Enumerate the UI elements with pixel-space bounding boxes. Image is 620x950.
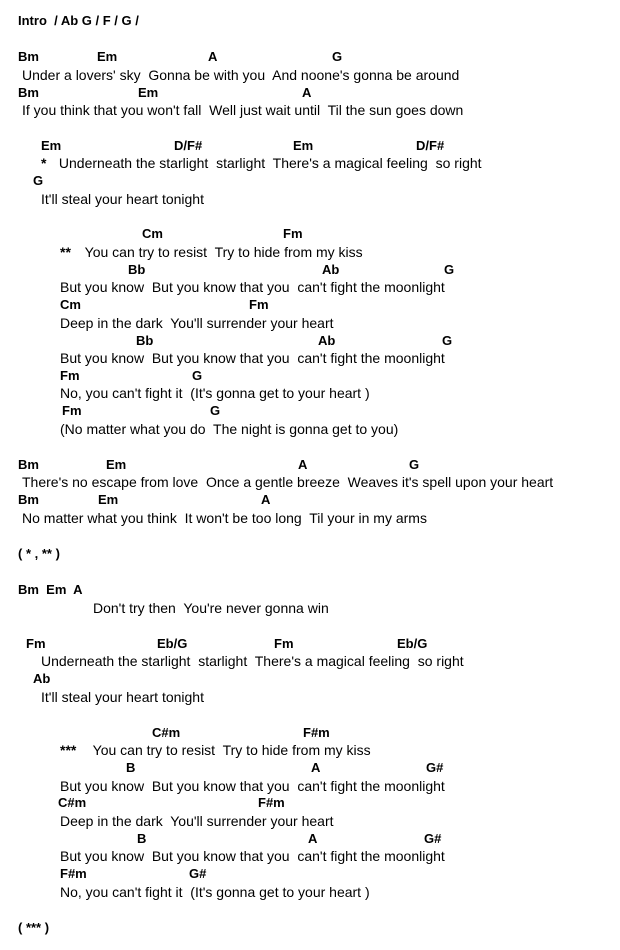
chord-label: Cm [60, 297, 81, 312]
lyric-line: There's no escape from love Once a gentle breeze Weaves it's spell upon your heart [22, 474, 554, 490]
chord-label: Em [97, 49, 118, 64]
chord-label: B [126, 760, 136, 775]
chord-label: Em [106, 457, 127, 472]
lyric-line: You can try to resist Try to hide from my kiss [81, 244, 363, 260]
chord-label: Bm [18, 49, 39, 64]
lyric-line: Under a lovers' sky Gonna be with you And noone's gonna be around [22, 67, 460, 83]
chord-label: Fm [60, 368, 80, 383]
chord-label: D/F# [416, 138, 445, 153]
lyric-line: Don't try then You're never gonna win [93, 600, 329, 616]
lyric-line: No, you can't fight it (It's gonna get to your heart ) [60, 884, 370, 900]
chord-label: Em [98, 492, 119, 507]
chord-label: F#m [60, 866, 87, 881]
lyric-line: It'll steal your heart tonight [41, 689, 204, 705]
chord-label: Eb/G [157, 636, 188, 651]
chord-label: G [332, 49, 343, 64]
chord-label: Bb [128, 262, 146, 277]
chord-label: G# [424, 831, 442, 846]
chord-label: D/F# [174, 138, 203, 153]
lyric-line: But you know But you know that you can't fight the moonlight [60, 279, 445, 295]
lyric-line: But you know But you know that you can't fight the moonlight [60, 778, 445, 794]
section-marker: * [41, 155, 47, 171]
lyric-line: Deep in the dark You'll surrender your heart [60, 315, 334, 331]
chord-label: Intro / Ab G / F / G / [18, 13, 139, 28]
section-marker: *** [60, 742, 77, 758]
chord-label: Bm [18, 85, 39, 100]
lyric-line: Underneath the starlight starlight There's a magical feeling so right [55, 155, 482, 171]
chord-label: Fm [274, 636, 294, 651]
chord-label: G [192, 368, 203, 383]
lyric-line: If you think that you won't fall Well just wait until Til the sun goes down [22, 102, 464, 118]
chord-label: Bm Em A [18, 582, 83, 597]
chord-label: Bm [18, 492, 39, 507]
chord-label: G# [189, 866, 207, 881]
chord-label: A [298, 457, 308, 472]
lyric-line: But you know But you know that you can't fight the moonlight [60, 848, 445, 864]
chord-label: Fm [62, 403, 82, 418]
lyric-line: You can try to resist Try to hide from my kiss [89, 742, 371, 758]
chord-label: C#m [152, 725, 181, 740]
chord-label: Ab [33, 671, 51, 686]
lyric-line: No matter what you think It won't be too long Til your in my arms [22, 510, 427, 526]
chord-label: Bm [18, 457, 39, 472]
chord-label: Em [138, 85, 159, 100]
chord-label: F#m [258, 795, 285, 810]
chord-label: Bb [136, 333, 154, 348]
chord-label: A [261, 492, 271, 507]
chord-label: Fm [249, 297, 269, 312]
chord-label: Cm [142, 226, 163, 241]
chord-label: ( * , ** ) [18, 546, 60, 561]
chord-label: Fm [26, 636, 46, 651]
lyric-line: But you know But you know that you can't fight the moonlight [60, 350, 445, 366]
chord-label: G [33, 173, 44, 188]
chord-label: F#m [303, 725, 330, 740]
chord-label: A [302, 85, 312, 100]
chord-label: B [137, 831, 147, 846]
chord-label: G [442, 333, 453, 348]
chord-label: Ab [318, 333, 336, 348]
chord-label: A [308, 831, 318, 846]
chord-label: G [210, 403, 221, 418]
chord-label: G# [426, 760, 444, 775]
chord-label: ( *** ) [18, 920, 50, 935]
chord-label: Eb/G [397, 636, 428, 651]
lyric-line: Underneath the starlight starlight There's a magical feeling so right [41, 653, 464, 669]
chord-label: A [311, 760, 321, 775]
chord-label: C#m [58, 795, 87, 810]
lyric-line: No, you can't fight it (It's gonna get to your heart ) [60, 385, 370, 401]
lyric-line: Deep in the dark You'll surrender your heart [60, 813, 334, 829]
chord-label: Em [41, 138, 62, 153]
chord-label: A [208, 49, 218, 64]
lyric-line: It'll steal your heart tonight [41, 191, 204, 207]
chord-label: Em [293, 138, 314, 153]
section-marker: ** [60, 244, 71, 260]
lyric-line: (No matter what you do The night is gonna get to you) [60, 421, 399, 437]
chord-label: Fm [283, 226, 303, 241]
chord-label: G [409, 457, 420, 472]
chord-label: G [444, 262, 455, 277]
chord-label: Ab [322, 262, 340, 277]
